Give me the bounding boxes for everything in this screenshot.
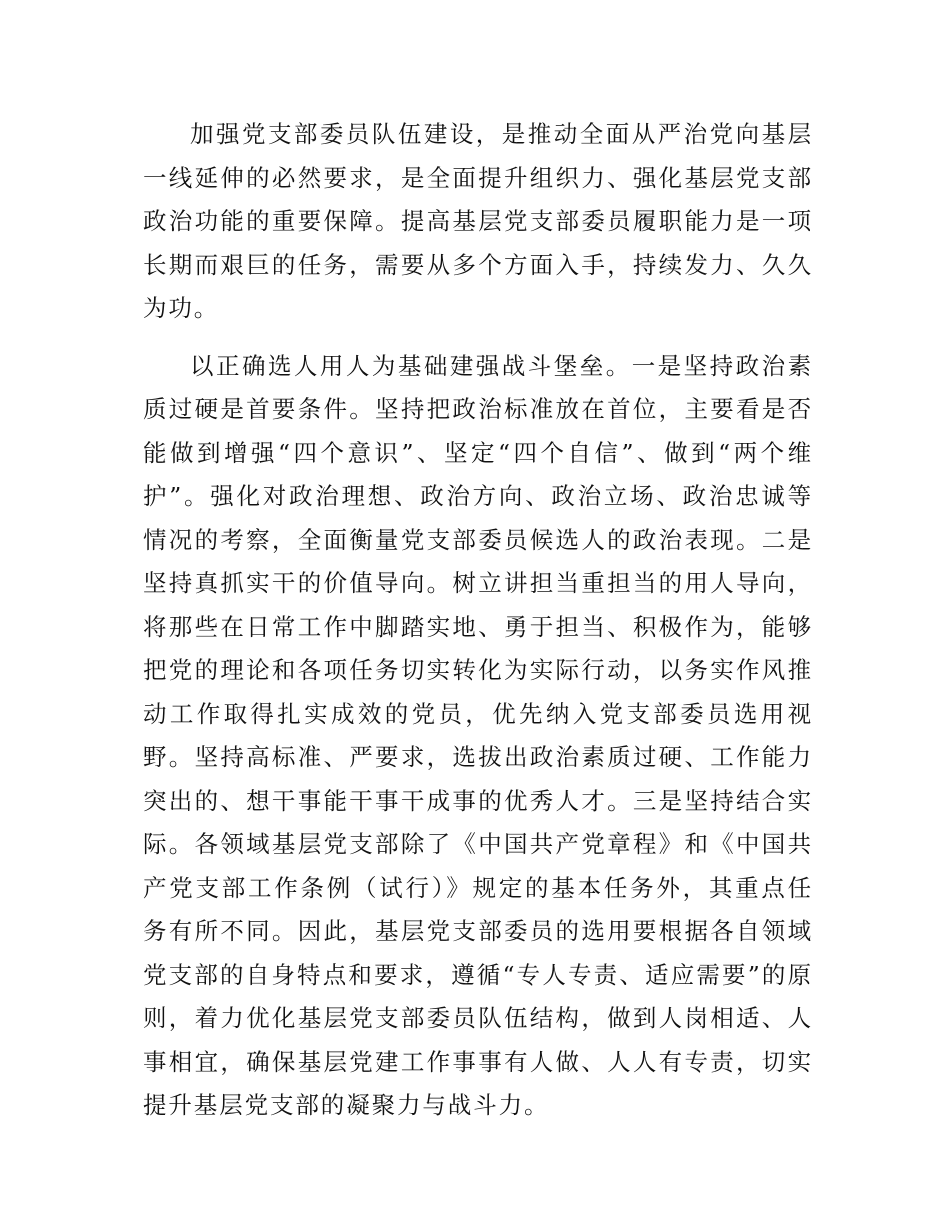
document-body <box>143 113 813 1128</box>
paragraph-selection: 以正确选人用人为基础建强战斗堡垒。一是坚持政治素质过硬是首要条件。坚持把政治标准放在首位，主要看是否能做到增强“四个意识”、坚定“四个自信”、做到“两个维护”。强化对政治理想、政治方向、政治立场、政治忠诚等情况的考察，全面衡量党支部委员候选人的政治表现。二是坚持真抓实干的价值导向。树立讲担当重担当的用人导向，将那些在日常工作中脚踏实地、勇于担当、积极作为，能够把党的理论和各项任务切实转化为实际行动，以务实作风推动工作取得扎实成效的党员，优先纳入党支部委员选用视野。坚持高标准、严要求，选拔出政治素质过硬、工作能力突出的、想干事能干事干成事的优秀人才。三是坚持结合实际。各领域基层党支部除了《中国共产党章程》和《中国共产党支部工作条例（试行）》规定的基本任务外，其重点任务有所不同。因此，基层党支部委员的选用要根据各自领域党支部的自身特点和要求，遵循“专人专责、适应需要”的原则，着力优化基层党支部委员队伍结构，做到人岗相适、人事相宜，确保基层党建工作事事有人做、人人有专责，切实提升基层党支部的凝聚力与战斗力。 <box>143 351 813 1119</box>
paragraph-intro: 加强党支部委员队伍建设，是推动全面从严治党向基层一线延伸的必然要求，是全面提升组织力、强化基层党支部政治功能的重要保障。提高基层党支部委员履职能力是一项长期而艰巨的任务，需要从多个方面入手，持续发力、久久为功。 <box>143 120 813 322</box>
